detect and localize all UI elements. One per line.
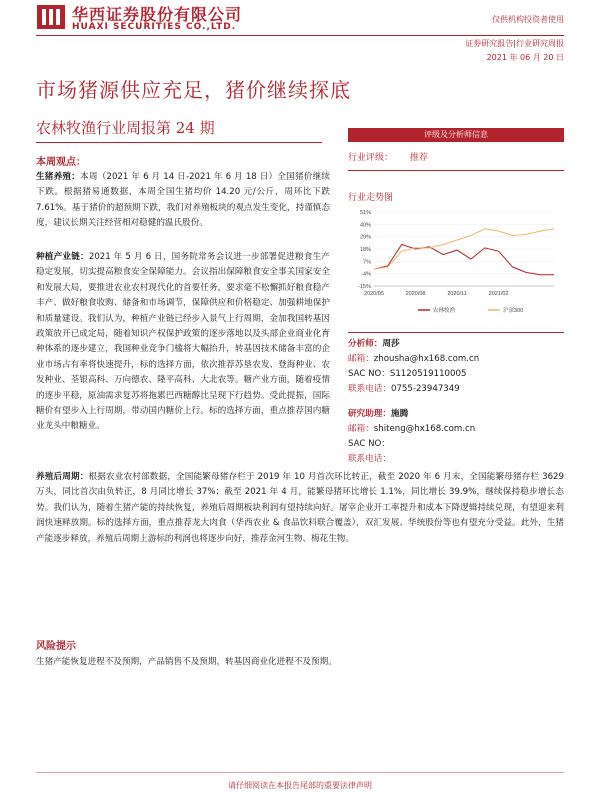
legend-label: 沪深300: [503, 308, 524, 314]
analyst-block-1: [348, 337, 564, 397]
paragraph-text: 本周（2021 年 6 月 14 日-2021 年 6 月 18 日）全国猪价继续下跌。根据猪易通数据，本周全国生猪均价 14.20 元/公斤，周环比下跌 7.61%。基于猪价的超预期下跌，我们对养殖板块的观点发生变化，持谨慎态度，建议长期关注经营相对稳健的温氏股份。: [36, 172, 330, 229]
paragraph-label: 养殖后周期：: [36, 472, 89, 482]
email-label: 邮箱：: [348, 424, 374, 434]
y-tick-label: -15%: [358, 284, 371, 290]
section-title-views: 本周观点：: [36, 157, 86, 168]
phone-label: 联系电话：: [348, 384, 391, 394]
paragraph-label: 种植产业链：: [36, 252, 89, 262]
analyst-sac-row: [348, 437, 564, 452]
y-tick-label: 29%: [359, 234, 371, 241]
paragraph-post-cycle: [36, 470, 564, 547]
analyst-role-label: 分析师：: [348, 339, 383, 349]
logo-icon: [36, 4, 66, 30]
analyst-name-row: [348, 407, 564, 422]
paragraph-risk: 生猪产能恢复进程不及预期，产品销售不及预期，转基因商业化进程不及预期。: [36, 657, 337, 667]
footer-disclaimer: 请仔细阅读在本报告尾部的重要法律声明: [228, 781, 372, 790]
y-tick-label: 7%: [363, 259, 371, 266]
audience-note: 仅供机构投资者使用: [492, 15, 564, 24]
x-tick-label: 2021/02: [488, 291, 509, 297]
y-tick-label: 51%: [359, 210, 371, 216]
report-title: 市场猪源供应充足，猪价继续探底: [36, 78, 351, 102]
sidebar-divider: [348, 332, 564, 333]
sac-label: SAC NO：: [348, 369, 390, 379]
analyst-email[interactable]: shiteng@hx168.com.cn: [373, 424, 476, 434]
y-tick-label: 18%: [359, 247, 371, 253]
y-tick-label: 40%: [359, 222, 371, 229]
paragraph-label: 生猪养殖：: [36, 172, 81, 182]
section-title-risk: 风险提示: [36, 641, 76, 652]
x-tick-label: 2020/11: [447, 291, 467, 297]
analyst-sac-row: [348, 367, 564, 382]
analyst-name: 施腾: [390, 409, 409, 419]
paragraph-text: 2021 年 5 月 6 日，国务院常务会议进一步部署促进粮食生产稳定发展，切实提高粮食安全保障能力。会议指出保障粮食安全事关国家安全和发展大局，要推进农业农村现代化的首要任务，要求毫不松懈抓好粮食稳产丰产、做好粮食收购、储备和市场调节，保障供应和价格稳定、加强耕地保护和质量建设。我们认为，种植产业链已经步入景气上行周期，金加我国转基因政策放开已成定局，随着知识产权保护政策的逐步落地以及头部企业商业化育种体系的逐步建立，我国种业竞争门槛将大幅抬升，转基因技术储备丰富的企业市场占有率将快速提升，标的选择方面，依次推荐苏垦农发、登海种业、农发种业、荃银高科、万向德农、隆平高科、大北农等。糖产业方面，随着疫情的逐步平稳，原油需求复苏将拖累巴西糖醇比呈现下行趋势。受此提振，国际糖价有望步入上行周期，带动国内糖价上行。标的选择方面，重点推荐国内糖业龙头中粮糖业。: [36, 252, 330, 432]
legend-label: 农林牧渔: [433, 308, 456, 314]
industry-rating: [348, 150, 564, 163]
analyst-phone: 0755-23947349: [390, 384, 460, 394]
analyst-phone-row: [348, 382, 564, 397]
analyst-name-row: [348, 337, 564, 352]
paragraph-text: 根据农业农村部数据，全国能繁母猪存栏于 2019 年 10 月首次环比转正，截至 2020 年 6 月末，全国能繁母猪存栏 3629 万头，同比首次由负转正，8 月同比增长 37%；截至 2021 年 4 月，能繁母猪环比增长 1.1%，同比增长 39.9%，继续保持稳步增长态势。我们认为，随着生猪产能的持续恢复，养殖后周期板块利润有望持续向好。屠宰企业开工率提升和成本下降逻辑持续兑现，有望迎来利润快速释放期。标的选择方面，重点推荐龙大肉食（华西农业 & 食品饮料联合覆盖），双汇发展、华统股份等也有望充分受益。此外，生猪产能逐步释放，养殖后周期上游标的利润也将逐步向好，推荐金河生物、梅花生物。: [36, 472, 564, 544]
rating-label: 行业评级：: [348, 153, 394, 163]
analyst-name: 周莎: [382, 339, 400, 349]
sidebar-divider: [348, 170, 564, 171]
industry-trend-chart: [348, 206, 564, 326]
paragraph-planting-chain: [36, 250, 330, 435]
analyst-email-row: [348, 352, 564, 367]
x-tick-label: 2020/08: [405, 291, 426, 297]
report-category: 证券研究报告|行业研究周报: [465, 39, 564, 48]
analyst-sac: S1120519110005: [389, 369, 467, 379]
chart-title: 行业走势图: [348, 193, 394, 203]
company-name-en: HUAXI SECURITIES CO.,LTD.: [72, 22, 237, 32]
header-divider: [36, 35, 564, 36]
report-subtitle: 农林牧渔行业周报第 24 期: [36, 119, 215, 137]
company-name-cn: 华西证券股份有限公司: [72, 5, 243, 24]
analyst-email-row: [348, 422, 564, 437]
sidebar-header: 评级及分析师信息: [348, 128, 564, 142]
analyst-phone-row: [348, 452, 564, 467]
x-tick-label: 2020/05: [364, 291, 384, 297]
phone-label: 联系电话：: [348, 454, 391, 464]
analyst-role-label: 研究助理：: [348, 409, 391, 419]
rating-value: 推荐: [409, 153, 428, 163]
sac-label: SAC NO：: [348, 439, 390, 449]
report-date: 2021 年 06 月 20 日: [486, 53, 564, 62]
paragraph-pig-farming: [36, 170, 330, 232]
analyst-block-2: [348, 407, 564, 467]
y-tick-label: -4%: [361, 271, 371, 278]
footer-divider: [36, 772, 564, 773]
analyst-email[interactable]: zhousha@hx168.com.cn: [373, 354, 480, 364]
subtitle-divider: [36, 142, 322, 143]
email-label: 邮箱：: [348, 354, 374, 364]
